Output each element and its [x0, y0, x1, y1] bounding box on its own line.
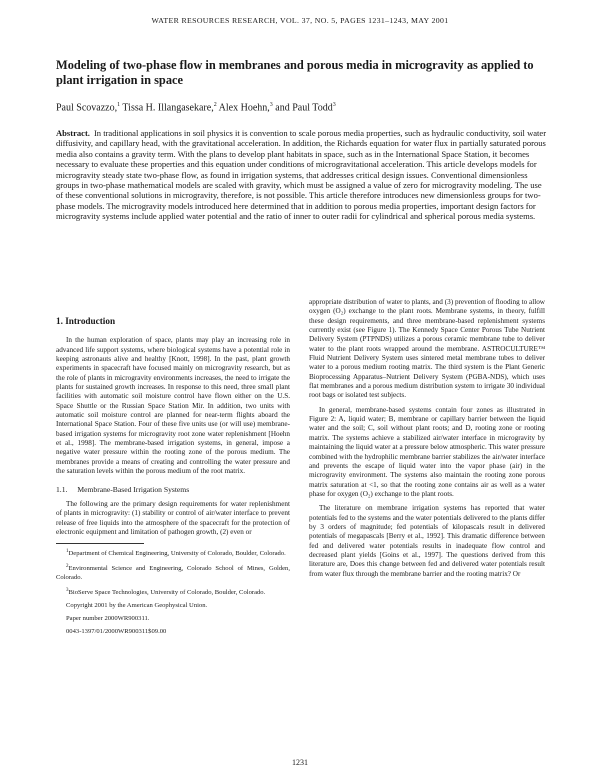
footnote-text: Environmental Science and Engineering, Colorado School of Mines, Golden, Colorado. [56, 565, 290, 581]
author-affiliation-mark: 3 [332, 102, 336, 108]
author-affiliation-mark: 1 [117, 102, 121, 108]
abstract-text: In traditional applications in soil physics it is convention to scale porous media properties, such as hydraulic conductivity, soil water diffusivity, and capillary head, with the gravitational acceleration. In addition, the Richards equation for water flux in partially saturated porous media also contains a gravity term. With the plans to develop plant habitats in space, such as in the International Space Station, it becomes necessary to evaluate these properties and this equation under conditions of microgravitational acceleration. This article develops models for microgravity steady state two-phase flow, as found in irrigation systems, that addresses critical design issues. Conventional dimensionless groups in two-phase mathematical models are scaled with gravity, which must be assigned a value of zero for microgravity modeling. The use of these conventional solutions in microgravity, therefore, is not possible. This article therefore introduces new dimensionless groups for two-phase models. The microgravity models introduced here determined that in addition to porous media properties, important design factors for microgravity systems include applied water potential and the ratio of inner to outer radii for cylindrical and spherical porous media systems. [56, 128, 547, 222]
section-heading-introduction: 1. Introduction [56, 316, 116, 326]
paper-number: Paper number 2000WR900311. [66, 614, 150, 622]
author-name: Paul Scovazzo, [56, 102, 118, 114]
abstract-label: Abstract. [56, 128, 90, 138]
footnote-mark: 3 [66, 587, 69, 593]
body-paragraph: The literature on membrane irrigation systems has reported that water potentials fed to the systems and the water potentials delivered to the plants differ by 3 orders of magnitude; fed potentials of kilopascals result in delivered potentials of megapascals [Berry et al., 1992]. This dramatic difference between fed and delivered water potentials results in inadequate flow control and decreased plant yields [Goins et al., 1997]. The questions derived from this literature are, Does this change between fed and delivered water potentials result from water flux through the membrane barrier and the rooting matrix? Or [309, 504, 545, 578]
footnote-text: BioServe Space Technologies, University of Colorado, Boulder, Colorado. [68, 588, 266, 596]
footnote [56, 548, 290, 558]
footnote-text: Department of Chemical Engineering, University of Colorado, Boulder, Colorado. [68, 550, 286, 558]
footnote-mark: 2 [66, 564, 69, 570]
author-name: Alex Hoehn, [218, 102, 270, 114]
author-affiliation-mark: 3 [269, 102, 273, 108]
subsection-number: 1.1. [56, 484, 68, 494]
page-number: 1231 [292, 758, 308, 767]
body-paragraph: In general, membrane-based systems contain four zones as illustrated in Figure 2: A, liquid water; B, membrane or capillary barrier between the liquid water and the soil; C, soil without plant roots; and D, rooting zone or rooting matrix. The systems achieve a stabilized air/water interface in microgravity by maintaining the liquid water at a pressure below atmospheric. This water pressure combined with the hydrophilic membrane barrier stabilizes the air/water interface and prevents the escape of liquid water into the vapor phase (air) in the microgravity environment. The systems also maintain the rooting zone porous matrix saturation at <1, so that the rooting zone contains air as well as a water phase for oxygen (O₂) exchange to the plant roots. [309, 405, 545, 498]
body-paragraph: appropriate distribution of water to plants, and (3) prevention of flooding to allow oxygen (O₂) exchange to the plant roots. Membrane systems, in theory, fulfill these design requirements, and three membrane-based replenishment systems currently exist (see Figure 1). The Kennedy Space Center Porous Tube Nutrient Delivery System (PTPNDS) utilizes a porous ceramic membrane tube to deliver water to the plant roots wrapped around the membrane. ASTROCULTURE™ Fluid Nutrient Delivery System uses sintered metal membrane tubes to deliver water to a porous medium rooting matrix. The third system is the Plant Generic Bioprocessing Apparatus–Nutrient Delivery System (PGBA-NDS), which uses flat membranes and a porous medium distribution system to irrigate 30 individual root bags or isolated test subjects. [309, 298, 545, 400]
right-column [309, 298, 545, 584]
author-name: Tissa H. Illangasekare, [122, 102, 214, 114]
footnote-mark: 1 [66, 549, 69, 555]
author-affiliation-mark: 2 [213, 102, 217, 108]
footnote [56, 587, 290, 597]
abstract [56, 128, 548, 222]
running-head: WATER RESOURCES RESEARCH, VOL. 37, NO. 5, PAGES 1231–1243, MAY 2001 [151, 16, 449, 25]
issn-line: 0043-1397/01/2000WR900311$09.00 [66, 627, 167, 635]
copyright-notice: Copyright 2001 by the American Geophysical Union. [66, 601, 208, 609]
body-paragraph: In the human exploration of space, plants may play an increasing role in advanced life support systems, where biological systems have a potential role in keeping astronauts alive and healthy [Knott, 1998]. In the past, plant growth experiments in spacecraft have focused mainly on microgravity research, but as the role of plants in microgravity environments increases, the need to irrigate the plants for sustained growth increases. In response to this need, three small plant facilities with automatic soil moisture control have flown either on the U.S. Space Shuttle or the Russian Space Station Mir. In addition, two units with automatic soil moisture control are planned for near-term flights aboard the International Space Station. Four of these five units use (or will use) membrane-based irrigation systems for microgravity root zone water replenishment [Hoehn et al., 1998]. The membrane-based irrigation systems, in general, impose a negative water pressure within the rooting zone of the porous medium. The membranes provide a means of creating and controlling the water pressure and the saturation levels within the porous medium of the root matrix. [56, 336, 290, 476]
body-paragraph: The following are the primary design requirements for water replenishment of plants in microgravity: (1) stability or control of air/water interface to prevent release of free liquids into the atmosphere of the spacecraft for the protection of electronic equipment and limitation of pathogen growth, (2) even or [56, 499, 290, 536]
subsection-heading [56, 485, 290, 494]
author-list [56, 99, 556, 114]
footnote [56, 563, 290, 581]
article-title: Modeling of two-phase flow in membranes and porous media in microgravity as applied to plant irrigation in space [56, 58, 534, 87]
left-column [56, 309, 290, 641]
author-name: and Paul Todd [275, 102, 333, 114]
footnote-divider [56, 543, 144, 544]
subsection-title: Membrane-Based Irrigation Systems [77, 484, 190, 494]
